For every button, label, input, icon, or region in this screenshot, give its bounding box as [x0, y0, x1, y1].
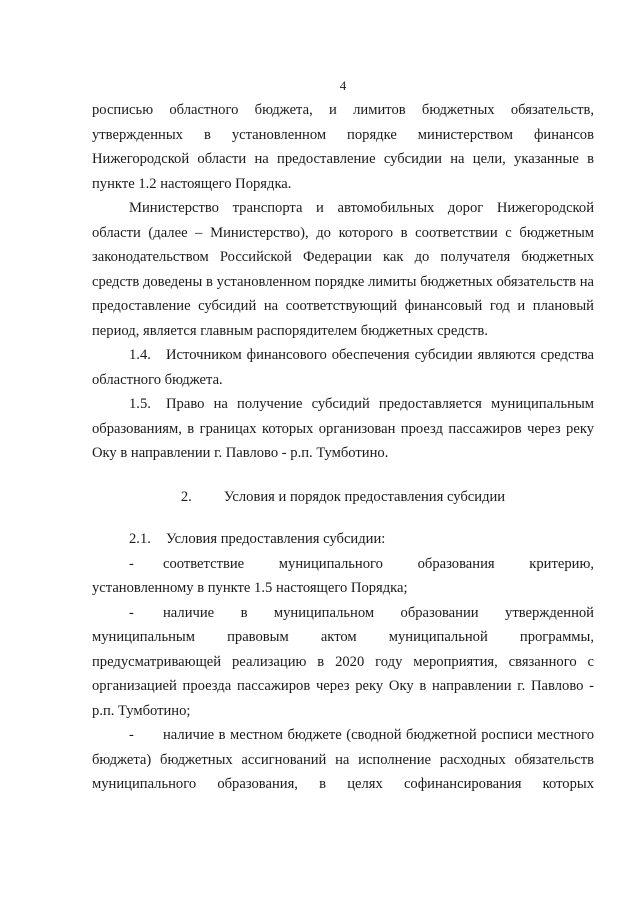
- dash-marker: -: [129, 727, 134, 743]
- list-item-local-budget: [92, 723, 594, 797]
- clause-text: Условия предоставления субсидии:: [166, 531, 386, 547]
- section-title: Условия и порядок предоставления субсидии: [223, 488, 506, 505]
- list-item-criterion: [92, 552, 594, 601]
- clause-text: Источником финансового обеспечения субсидии являются средства областного бюджета.: [92, 347, 594, 388]
- section-heading: [92, 485, 594, 510]
- section-number: 2.: [180, 488, 192, 505]
- paragraph-ministry: Министерство транспорта и автомобильных дорог Нижегородской области (далее – Министерство), до которого в соответствии с бюджетным законодательством Российской Федерации как до получателя бюджетных средств доведены в установленном порядке лимиты бюджетных обязательств на предоставление субсидий на соответствующий финансовый год и плановый период, является главным распорядителем бюджетных средств.: [92, 200, 594, 339]
- list-item-text: наличие в местном бюджете (сводной бюджетной росписи местного бюджета) бюджетных ассигнований на исполнение расходных обязательств муниципального образования, в целях софинансирования которых: [92, 727, 594, 792]
- clause-text: Право на получение субсидий предоставляется муниципальным образованиям, в границах которых организован проезд пассажиров через реку Оку в направлении г. Павлово - р.п. Тумботино.: [92, 396, 594, 461]
- list-item-program: [92, 601, 594, 724]
- list-item-text: наличие в муниципальном образовании утвержденной муниципальным правовым актом муниципальной программы, предусматривающей реализацию в 2020 году мероприятия, связанного с организацией проезда пассажиров через реку Оку в направлении г. Павлово - р.п. Тумботино;: [92, 604, 594, 719]
- dash-marker: -: [129, 555, 134, 572]
- paragraph-2-1: [92, 527, 594, 552]
- page-number: 4: [339, 78, 347, 93]
- paragraph-1-5: [92, 392, 594, 466]
- clause-number: 1.4.: [129, 347, 151, 363]
- clause-number: 2.1.: [129, 531, 151, 547]
- clause-number: 1.5.: [129, 396, 151, 412]
- dash-marker: -: [129, 604, 134, 621]
- paragraph-budget-limits: росписью областного бюджета, и лимитов бюджетных обязательств, утвержденных в установленном порядке министерством финансов Нижегородской области на предоставление субсидии на цели, указанные в пункте 1.2 настоящего Порядка.: [92, 102, 594, 192]
- list-item-text: соответствие муниципального образования критерию, установленному в пункте 1.5 настоящего Порядка;: [92, 555, 594, 596]
- paragraph-1-4: [92, 343, 594, 392]
